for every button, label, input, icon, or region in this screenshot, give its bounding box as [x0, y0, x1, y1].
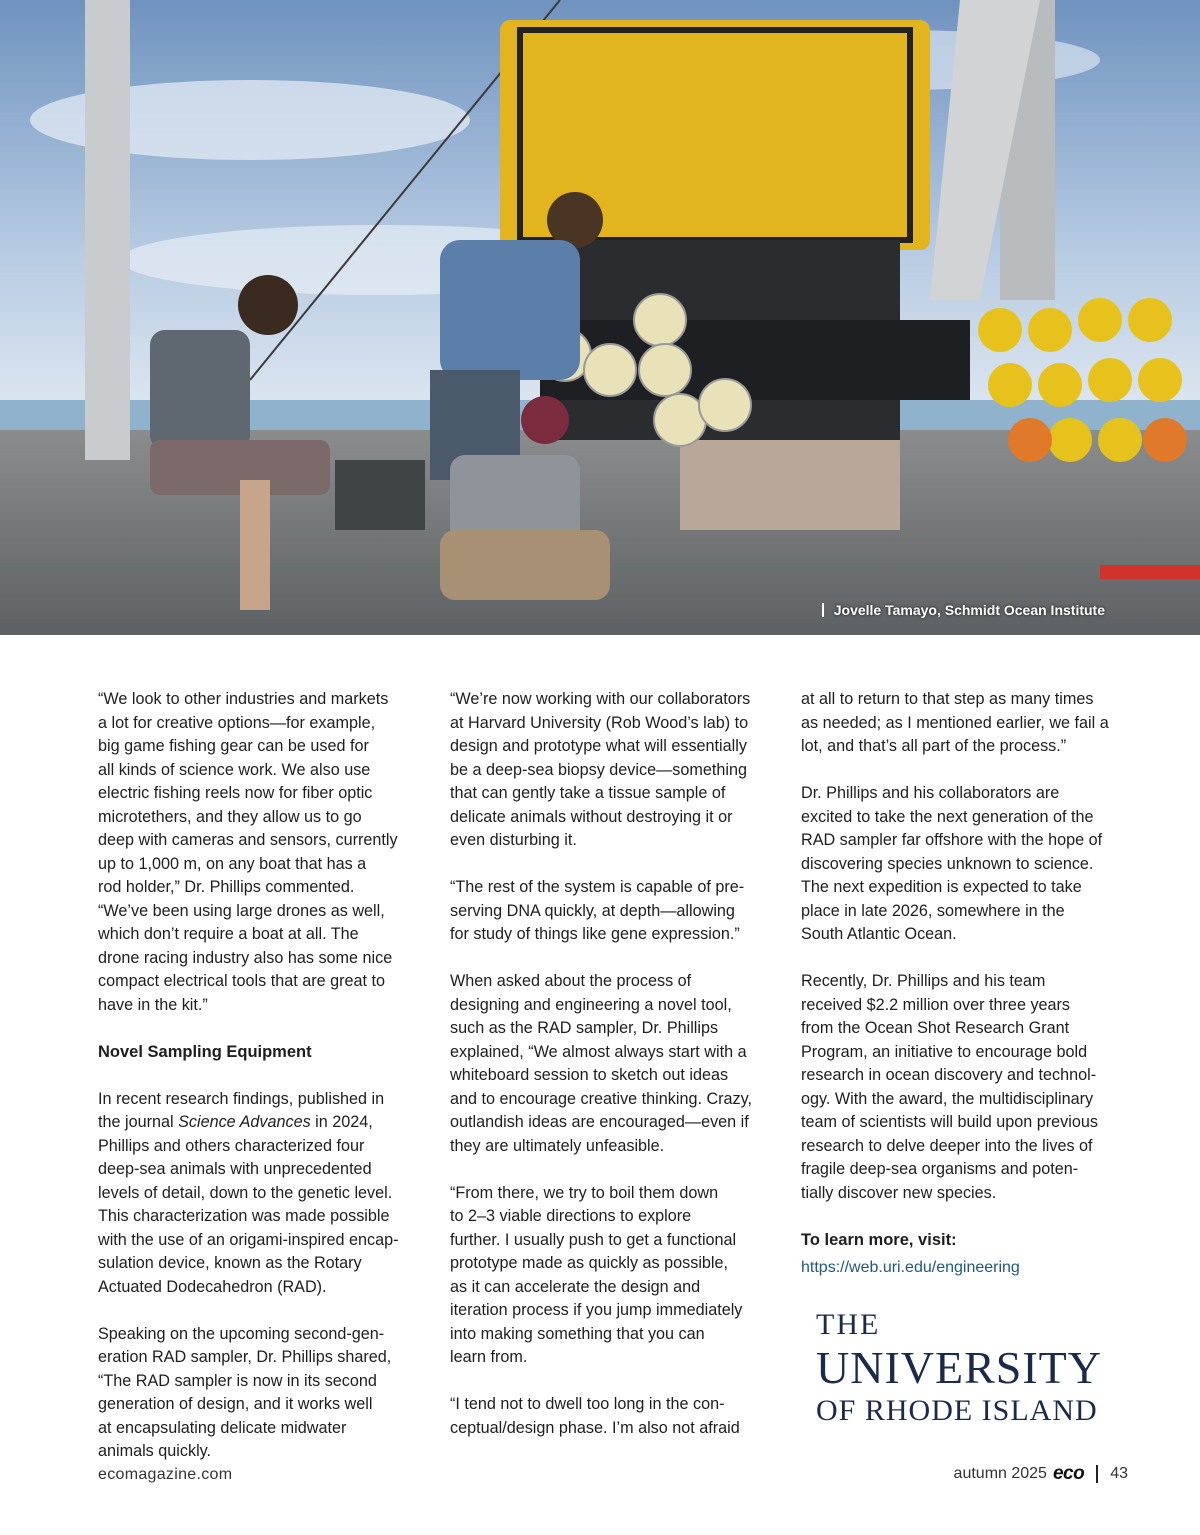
paragraph: “The rest of the system is capable of pre- serving DNA quickly, at depth—allowing for study of things like gene expression.” — [450, 878, 745, 943]
footer-issue: autumn 2025 — [953, 1465, 1047, 1482]
engineering-link[interactable]: https://web.uri.edu/engineering — [801, 1259, 1020, 1276]
footer-divider — [1096, 1465, 1098, 1483]
text-column-1 — [98, 688, 428, 1487]
photo-credit — [822, 602, 1105, 618]
paragraph: Dr. Phillips and his collaborators are excited to take the next generation of the RAD sampler far offshore with the hope of discovering species unknown to science. The next expedition is expected to take place in late 2026, somewhere in the South Atlantic Ocean. — [801, 784, 1103, 943]
paragraph-text: In recent research findings, published in the journal — [98, 1089, 385, 1131]
text-column-2 — [450, 688, 780, 1464]
paragraph: “We’re now working with our collaborators at Harvard University (Rob Wood’s lab) to design and prototype what will essentially be a deep-sea biopsy device—something that can gently take a tissue sample of delicate animals without destroying it or even disturbing it. — [450, 690, 751, 849]
journal-title: Science Advances — [178, 1113, 311, 1131]
paragraph — [98, 1088, 428, 1300]
uri-logo — [816, 1310, 1116, 1435]
paragraph: “We look to other industries and markets a lot for creative options—for example, big game fishing gear can be used for all kinds of science work. We also use electric fishing reels now for fiber optic microtethers, and they allow us to go deep with cameras and sensors, currently up to 1,000 m, on any boat that has a rod holder,” Dr. Phillips commented. “We’ve been using large drones as well, which don’t require a boat at all. The drone racing industry also has some nice compact electrical tools that are great to have in the kit.” — [98, 690, 398, 1014]
learn-more-heading: To learn more, visit: — [801, 1230, 957, 1249]
footer-site: ecomagazine.com — [98, 1466, 233, 1483]
footer-brand: eco — [1052, 1463, 1085, 1484]
photo-credit-text: Jovelle Tamayo, Schmidt Ocean Institute — [833, 602, 1105, 618]
paragraph: When asked about the process of designing and engineering a novel tool, such as the RAD sampler, Dr. Phillips explained, “We almost always start with a whiteboard session to sketch out ideas and to encourage creative thinking. Crazy, outlandish ideas are encouraged—even if they are ultimately unfeasible. — [450, 972, 753, 1155]
page-number: 43 — [1110, 1465, 1128, 1482]
hero-photo — [0, 0, 1200, 635]
footer-issue-info — [954, 1463, 1128, 1485]
logo-line-university: UNIVERSITY — [816, 1342, 1102, 1393]
paragraph: at all to return to that step as many times as needed; as I mentioned earlier, we fail a lot, and that’s all part of the process.” — [801, 690, 1109, 755]
paragraph: “I tend not to dwell too long in the con- ceptual/design phase. I’m also not afraid — [450, 1395, 740, 1437]
paragraph: Speaking on the upcoming second-gen- eration RAD sampler, Dr. Phillips shared, “The RAD sampler is now in its second generation of design, and it works well at encapsulating delicate midwater animals quickly. — [98, 1324, 392, 1460]
paragraph: “From there, we try to boil them down to 2–3 viable directions to explore further. I usually push to get a functional prototype made as quickly as possible, as it can accelerate the design and iteration process if you jump immediately into making something that you can learn from. — [450, 1183, 743, 1366]
section-heading: Novel Sampling Equipment — [98, 1042, 312, 1061]
photo-illustration — [0, 0, 1200, 635]
paragraph-text: in 2024, Phillips and others characterized four deep-sea animals with unprecedented levels of detail, down to the genetic level. This characterization was made possible with the use of an origami-inspired encap- sulation device, known as the Rotary Actuated Dodecahedron (RAD). — [98, 1113, 399, 1296]
text-column-3 — [801, 688, 1131, 1280]
paragraph: Recently, Dr. Phillips and his team received $2.2 million over three years from the Ocean Shot Research Grant Program, an initiative to encourage bold research in ocean discovery and technol- ogy. With the award, the multidisciplinary team of scientists will build upon previous research to delve deeper into the lives of fragile deep-sea organisms and poten- tially discover new species. — [801, 972, 1098, 1202]
credit-divider — [822, 603, 824, 617]
logo-line-the: THE — [816, 1308, 881, 1341]
logo-line-rhode-island: OF RHODE ISLAND — [816, 1394, 1098, 1427]
